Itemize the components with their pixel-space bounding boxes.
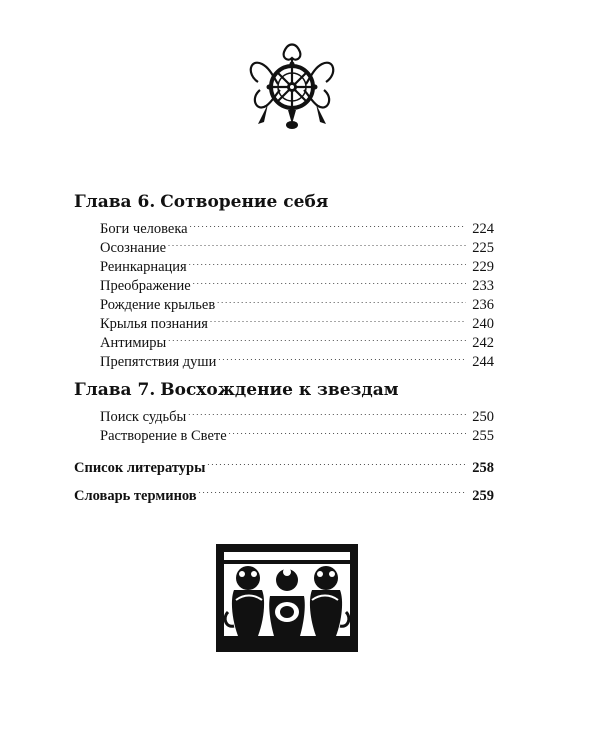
toc-page-number: 259 [472,488,494,504]
dot-leader [199,478,466,500]
toc-page-number: 229 [472,259,494,275]
toc-page-number: 224 [472,221,494,237]
toc-entry-label: Список литературы [74,460,206,476]
dot-leader [188,402,466,421]
dot-leader [218,347,466,366]
dharma-wheel-icon [244,38,340,134]
chapter-6-title [74,190,494,214]
dot-leader [189,252,466,271]
toc-page-number: 236 [472,297,494,313]
dot-leader [207,450,466,472]
toc-page-number: 258 [472,460,494,476]
toc-entry-label: Крылья познания [100,316,208,332]
toc-page-number: 233 [472,278,494,294]
toc-page-number: 244 [472,354,494,370]
toc-entry-label: Поиск судьбы [100,409,187,425]
toc-page-number: 242 [472,335,494,351]
toc-page-number: 250 [472,409,494,425]
toc-entry-glossary[interactable] [74,478,494,504]
toc-page-number: 225 [472,240,494,256]
chapter-name: Сотворение себя [160,192,329,212]
table-of-contents [74,190,494,504]
chapter-7-title [74,378,494,402]
toc-entry-label: Боги человека [100,221,188,237]
toc-entry-label: Рождение крыльев [100,297,216,313]
toc-entry-label: Реинкарнация [100,259,187,275]
chapter-name: Восхождение к звездам [160,380,399,400]
dot-leader [168,233,466,252]
dot-leader [193,271,466,290]
chapter-prefix: Глава 7. [74,380,156,400]
toc-entry-label: Антимиры [100,335,167,351]
toc-page-number: 240 [472,316,494,332]
toc-entry-label: Словарь терминов [74,488,197,504]
dot-leader [217,290,466,309]
three-figures-panel-icon [212,540,362,656]
dot-leader [210,309,466,328]
toc-entry-label: Препятствия души [100,354,217,370]
toc-entry[interactable] [74,402,494,425]
toc-page-number: 255 [472,428,494,444]
toc-entry-label: Растворение в Свете [100,428,227,444]
chapter-prefix: Глава 6. [74,192,156,212]
toc-entry[interactable] [74,214,494,237]
dot-leader [168,328,466,347]
toc-entry-label: Осознание [100,240,167,256]
toc-entry-bibliography[interactable] [74,450,494,476]
dot-leader [190,214,466,233]
toc-entry-label: Преображение [100,278,191,294]
dot-leader [229,421,466,440]
